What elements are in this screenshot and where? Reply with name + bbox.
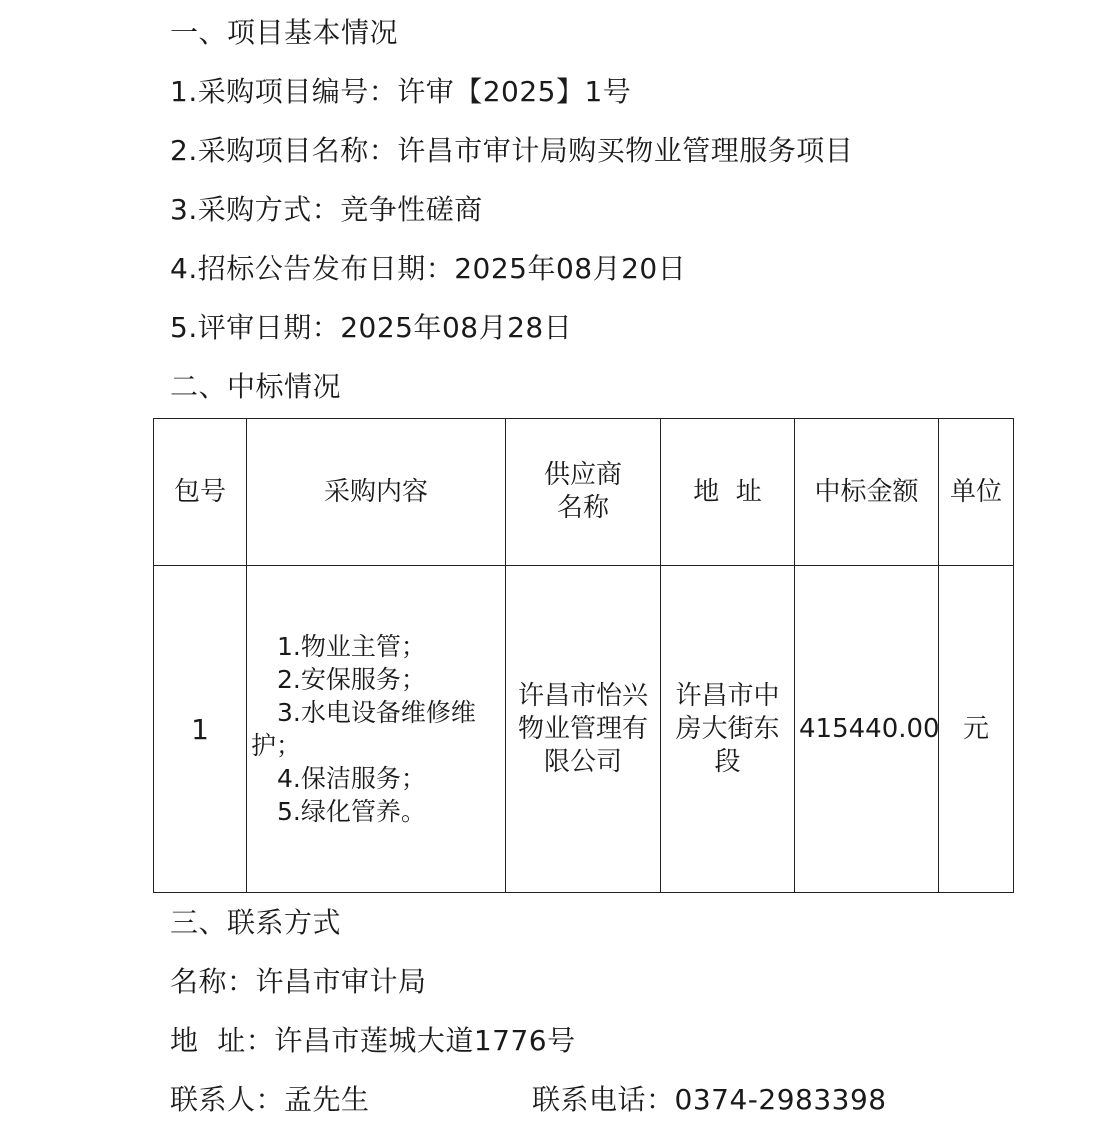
contact-phone-value: 0374-2983398 xyxy=(674,1083,887,1116)
content-item: 5.绿化管养。 xyxy=(277,797,426,826)
project-no-label: 1.采购项目编号： xyxy=(170,75,398,108)
cell-unit: 元 xyxy=(939,566,1014,893)
contact-address-line xyxy=(170,1023,576,1059)
header-content: 采购内容 xyxy=(247,419,506,566)
notice-date-label: 4.招标公告发布日期： xyxy=(170,252,455,285)
header-address: 地 址 xyxy=(661,419,795,566)
header-supplier: 供应商名称 xyxy=(506,419,661,566)
content-item: 3.水电设备维修维护； xyxy=(251,698,476,760)
contact-person-value: 孟先生 xyxy=(284,1083,370,1116)
header-unit: 单位 xyxy=(939,419,1014,566)
content-item: 1.物业主管； xyxy=(277,632,426,661)
table-header-row xyxy=(154,419,1014,566)
review-date-line xyxy=(170,310,572,346)
project-no-line xyxy=(170,74,631,110)
table-row xyxy=(154,566,1014,893)
contact-name-value: 许昌市审计局 xyxy=(255,965,427,998)
notice-date-value: 2025年08月20日 xyxy=(454,252,687,285)
contact-phone-line xyxy=(532,1082,887,1118)
cell-content xyxy=(247,566,506,893)
cell-amount: 415440.00 xyxy=(795,566,939,893)
notice-date-line xyxy=(170,251,686,287)
cell-package: 1 xyxy=(154,566,247,893)
review-date-value: 2025年08月28日 xyxy=(340,311,573,344)
header-package: 包号 xyxy=(154,419,247,566)
project-name-label: 2.采购项目名称： xyxy=(170,134,398,167)
method-line xyxy=(170,192,483,228)
contact-address-label: 地 址： xyxy=(170,1024,275,1057)
contact-name-line xyxy=(170,964,427,1000)
method-value: 竞争性磋商 xyxy=(340,193,483,226)
content-item: 4.保洁服务； xyxy=(277,764,426,793)
contact-person-label: 联系人： xyxy=(170,1083,285,1116)
cell-address: 许昌市中房大街东段 xyxy=(661,566,795,893)
project-name-line xyxy=(170,133,853,169)
header-amount: 中标金额 xyxy=(795,419,939,566)
review-date-label: 5.评审日期： xyxy=(170,311,341,344)
section1-heading: 一、项目基本情况 xyxy=(170,16,399,49)
contact-person-line xyxy=(170,1082,370,1118)
project-no-value: 许审【2025】1号 xyxy=(397,75,632,108)
award-table xyxy=(153,418,1014,893)
method-label: 3.采购方式： xyxy=(170,193,341,226)
cell-supplier: 许昌市怡兴物业管理有限公司 xyxy=(506,566,661,893)
project-name-value: 许昌市审计局购买物业管理服务项目 xyxy=(397,134,854,167)
contact-phone-label: 联系电话： xyxy=(532,1083,675,1116)
content-item: 2.安保服务； xyxy=(277,665,426,694)
contact-address-value: 许昌市莲城大道1776号 xyxy=(274,1024,576,1057)
contact-name-label: 名称： xyxy=(170,965,256,998)
section3-heading: 三、联系方式 xyxy=(170,906,342,939)
section2-heading: 二、中标情况 xyxy=(170,370,342,403)
